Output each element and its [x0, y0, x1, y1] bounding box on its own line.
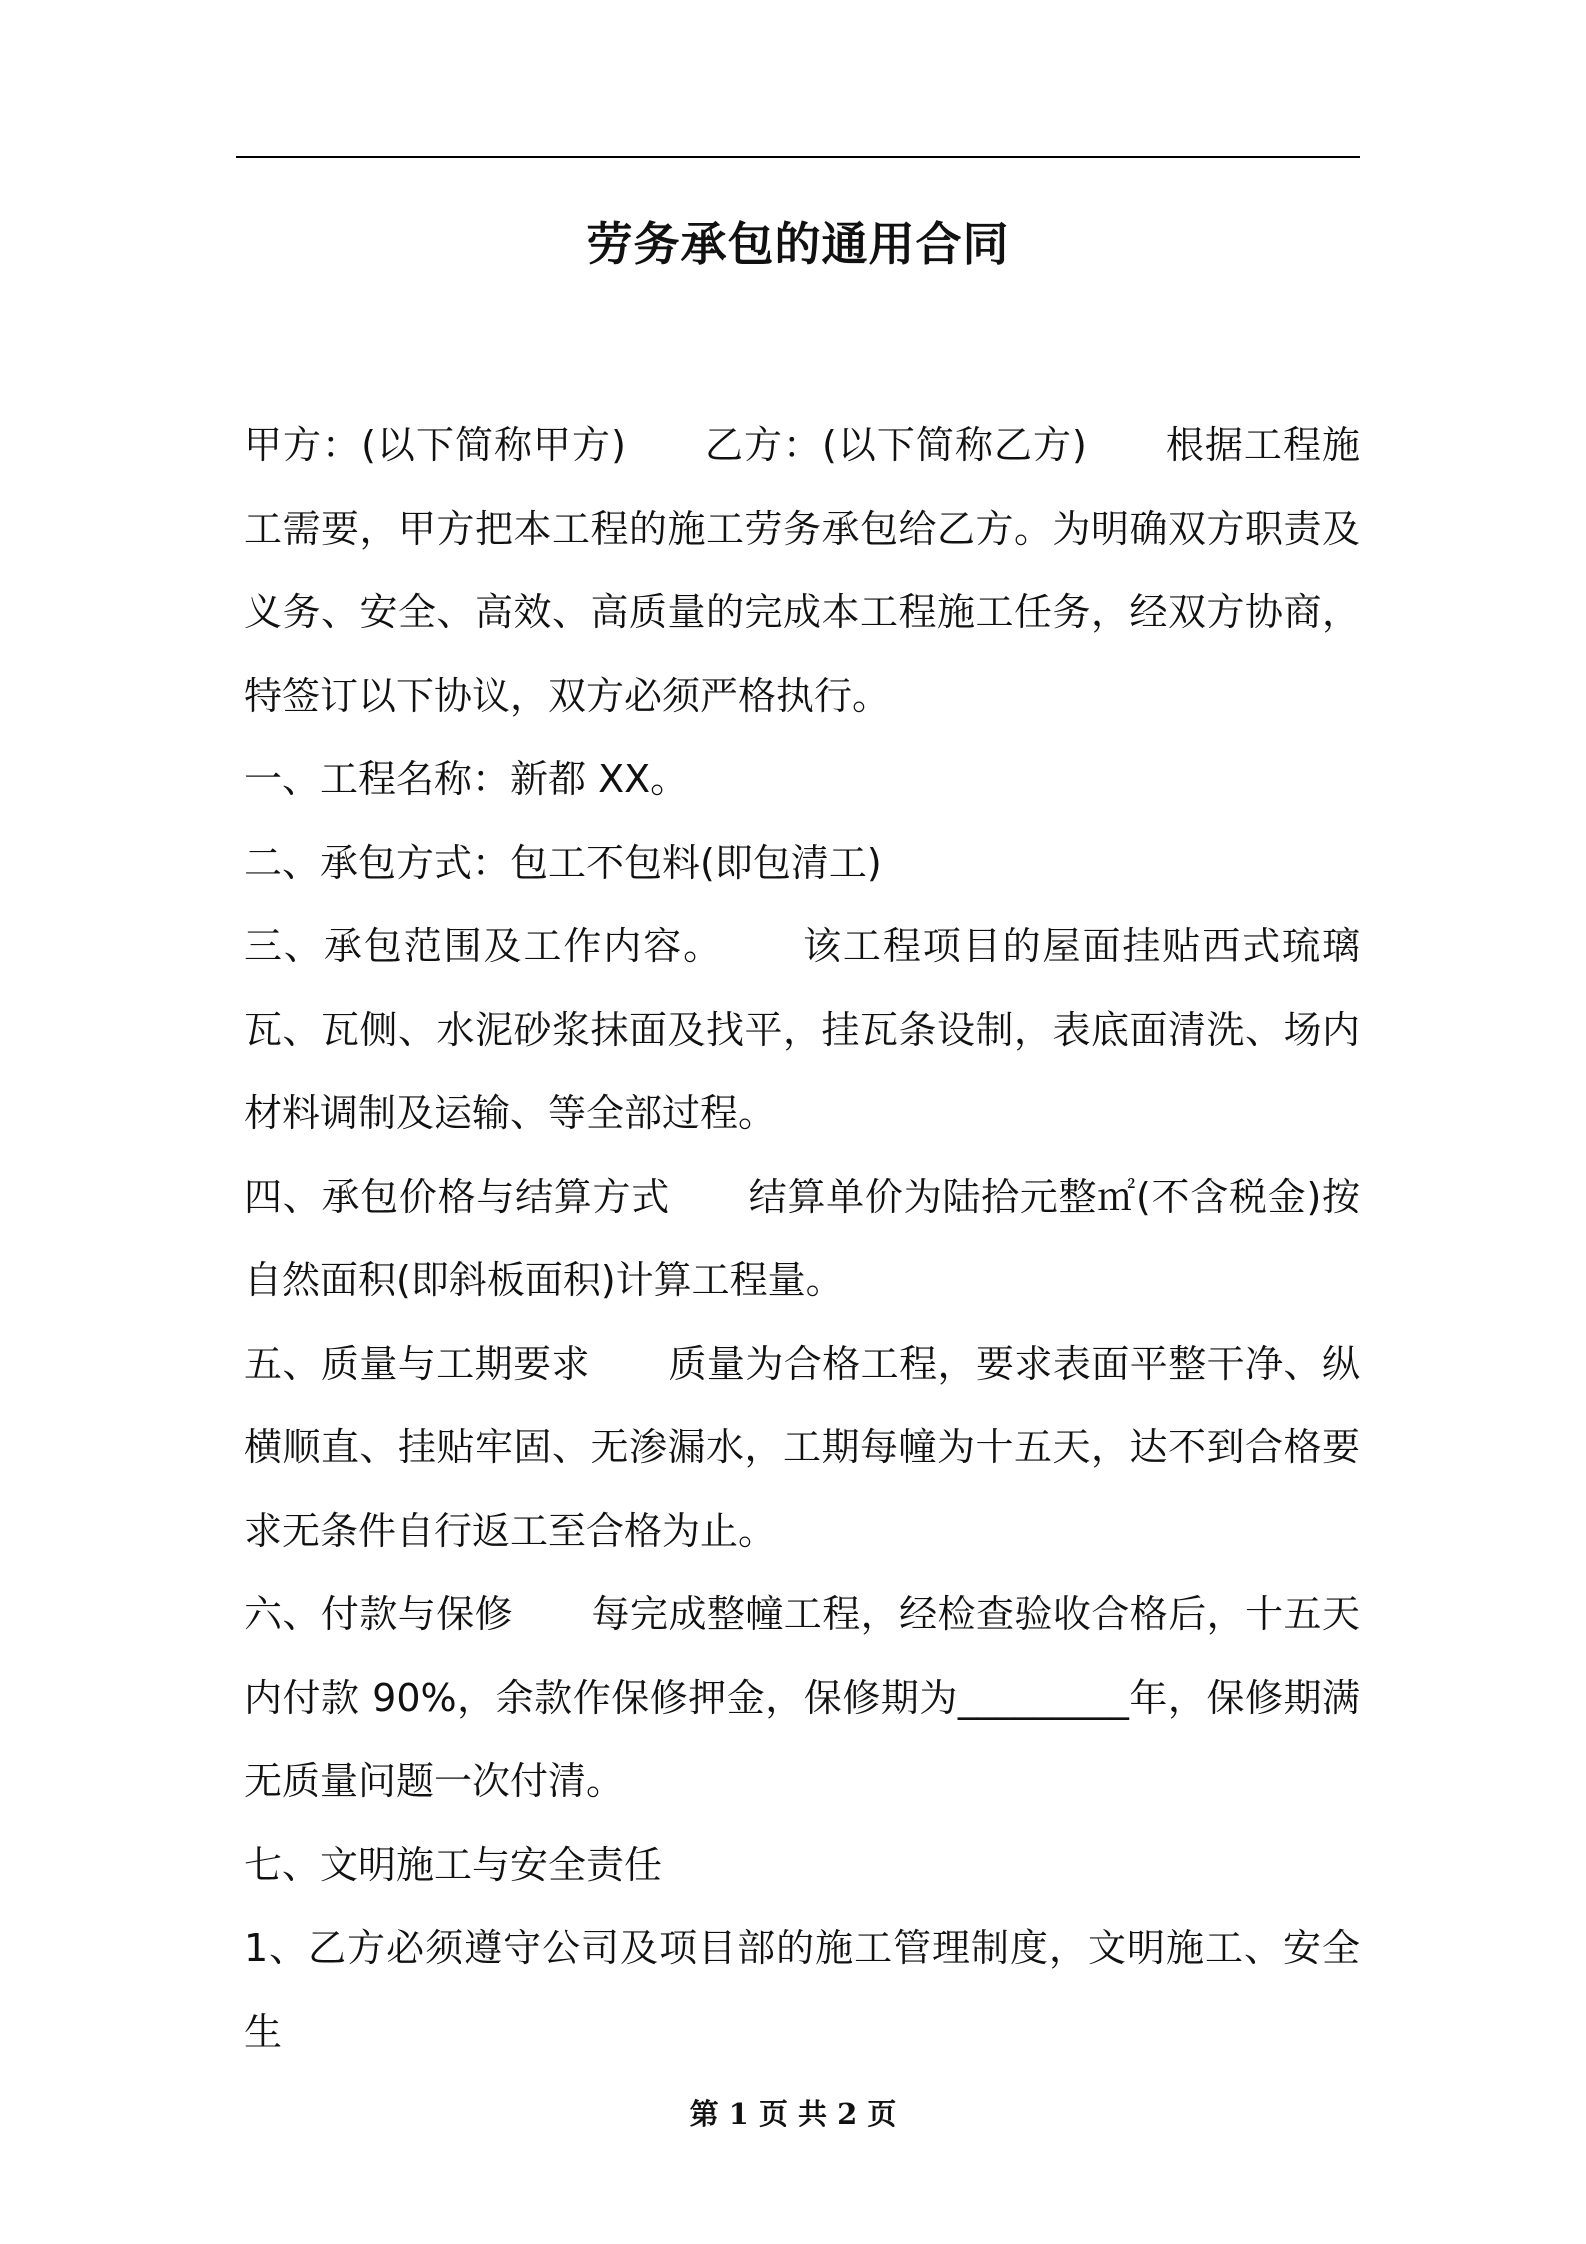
clause-text: 结算单价为陆拾元整㎡(不含税金)按自然面积(即斜板面积)计算工程量。 [244, 1174, 1360, 1302]
party-b-text: 乙方：(以下简称乙方) [703, 423, 1087, 467]
document-title: 劳务承包的通用合同 [586, 217, 1010, 271]
header-rule [236, 156, 1360, 158]
paragraph-price [244, 1156, 1360, 1323]
paragraph-safety-1 [244, 1907, 1360, 2074]
preamble-text: 根据工程施工需要，甲方把本工程的施工劳务承包给乙方。为明确双方职责及义务、安全、高效、高质量的完成本工程施工任务，经双方协商，特签订以下协议，双方必须严格执行。 [244, 423, 1360, 718]
party-a-text: 甲方：(以下简称甲方) [244, 423, 626, 467]
clause-text: 二、承包方式：包工不包料(即包清工) [244, 840, 882, 885]
clause-text: 质量为合格工程，要求表面平整干净、纵横顺直、挂贴牢固、无渗漏水，工期每幢为十五天，达不到合格要求无条件自行返工至合格为止。 [244, 1341, 1360, 1553]
paragraph-scope [244, 905, 1360, 1156]
clause-text: 每完成整幢工程，经检查验收合格后，十五天内付款 90%，余款作保修押金，保修期为_________年，保修期满无质量问题一次付清。 [244, 1592, 1360, 1803]
clause-heading: 七、文明施工与安全责任 [244, 1842, 663, 1887]
clause-heading: 三、承包范围及工作内容。 [244, 924, 724, 968]
paragraph-quality [244, 1323, 1360, 1574]
paragraph-safety-heading [244, 1824, 1360, 1908]
paragraph-project-name [244, 738, 1360, 822]
clause-text: 该工程项目的屋面挂贴西式琉璃瓦、瓦侧、水泥砂浆抹面及找平，挂瓦条设制，表底面清洗、场内材料调制及运输、等全部过程。 [244, 924, 1360, 1135]
paragraph-contract-mode [244, 822, 1360, 906]
document-body [244, 404, 1360, 2074]
clause-text: 1、乙方必须遵守公司及项目部的施工管理制度，文明施工、安全生 [244, 1926, 1360, 2054]
page-number: 第 1 页 共 2 页 [689, 2097, 897, 2131]
clause-heading: 五、质量与工期要求 [244, 1341, 590, 1386]
clause-heading: 六、付款与保修 [244, 1592, 514, 1636]
clause-heading: 四、承包价格与结算方式 [244, 1174, 670, 1219]
clause-text: 一、工程名称：新都 XX。 [244, 757, 689, 801]
paragraph-parties [244, 404, 1360, 738]
paragraph-payment [244, 1573, 1360, 1824]
